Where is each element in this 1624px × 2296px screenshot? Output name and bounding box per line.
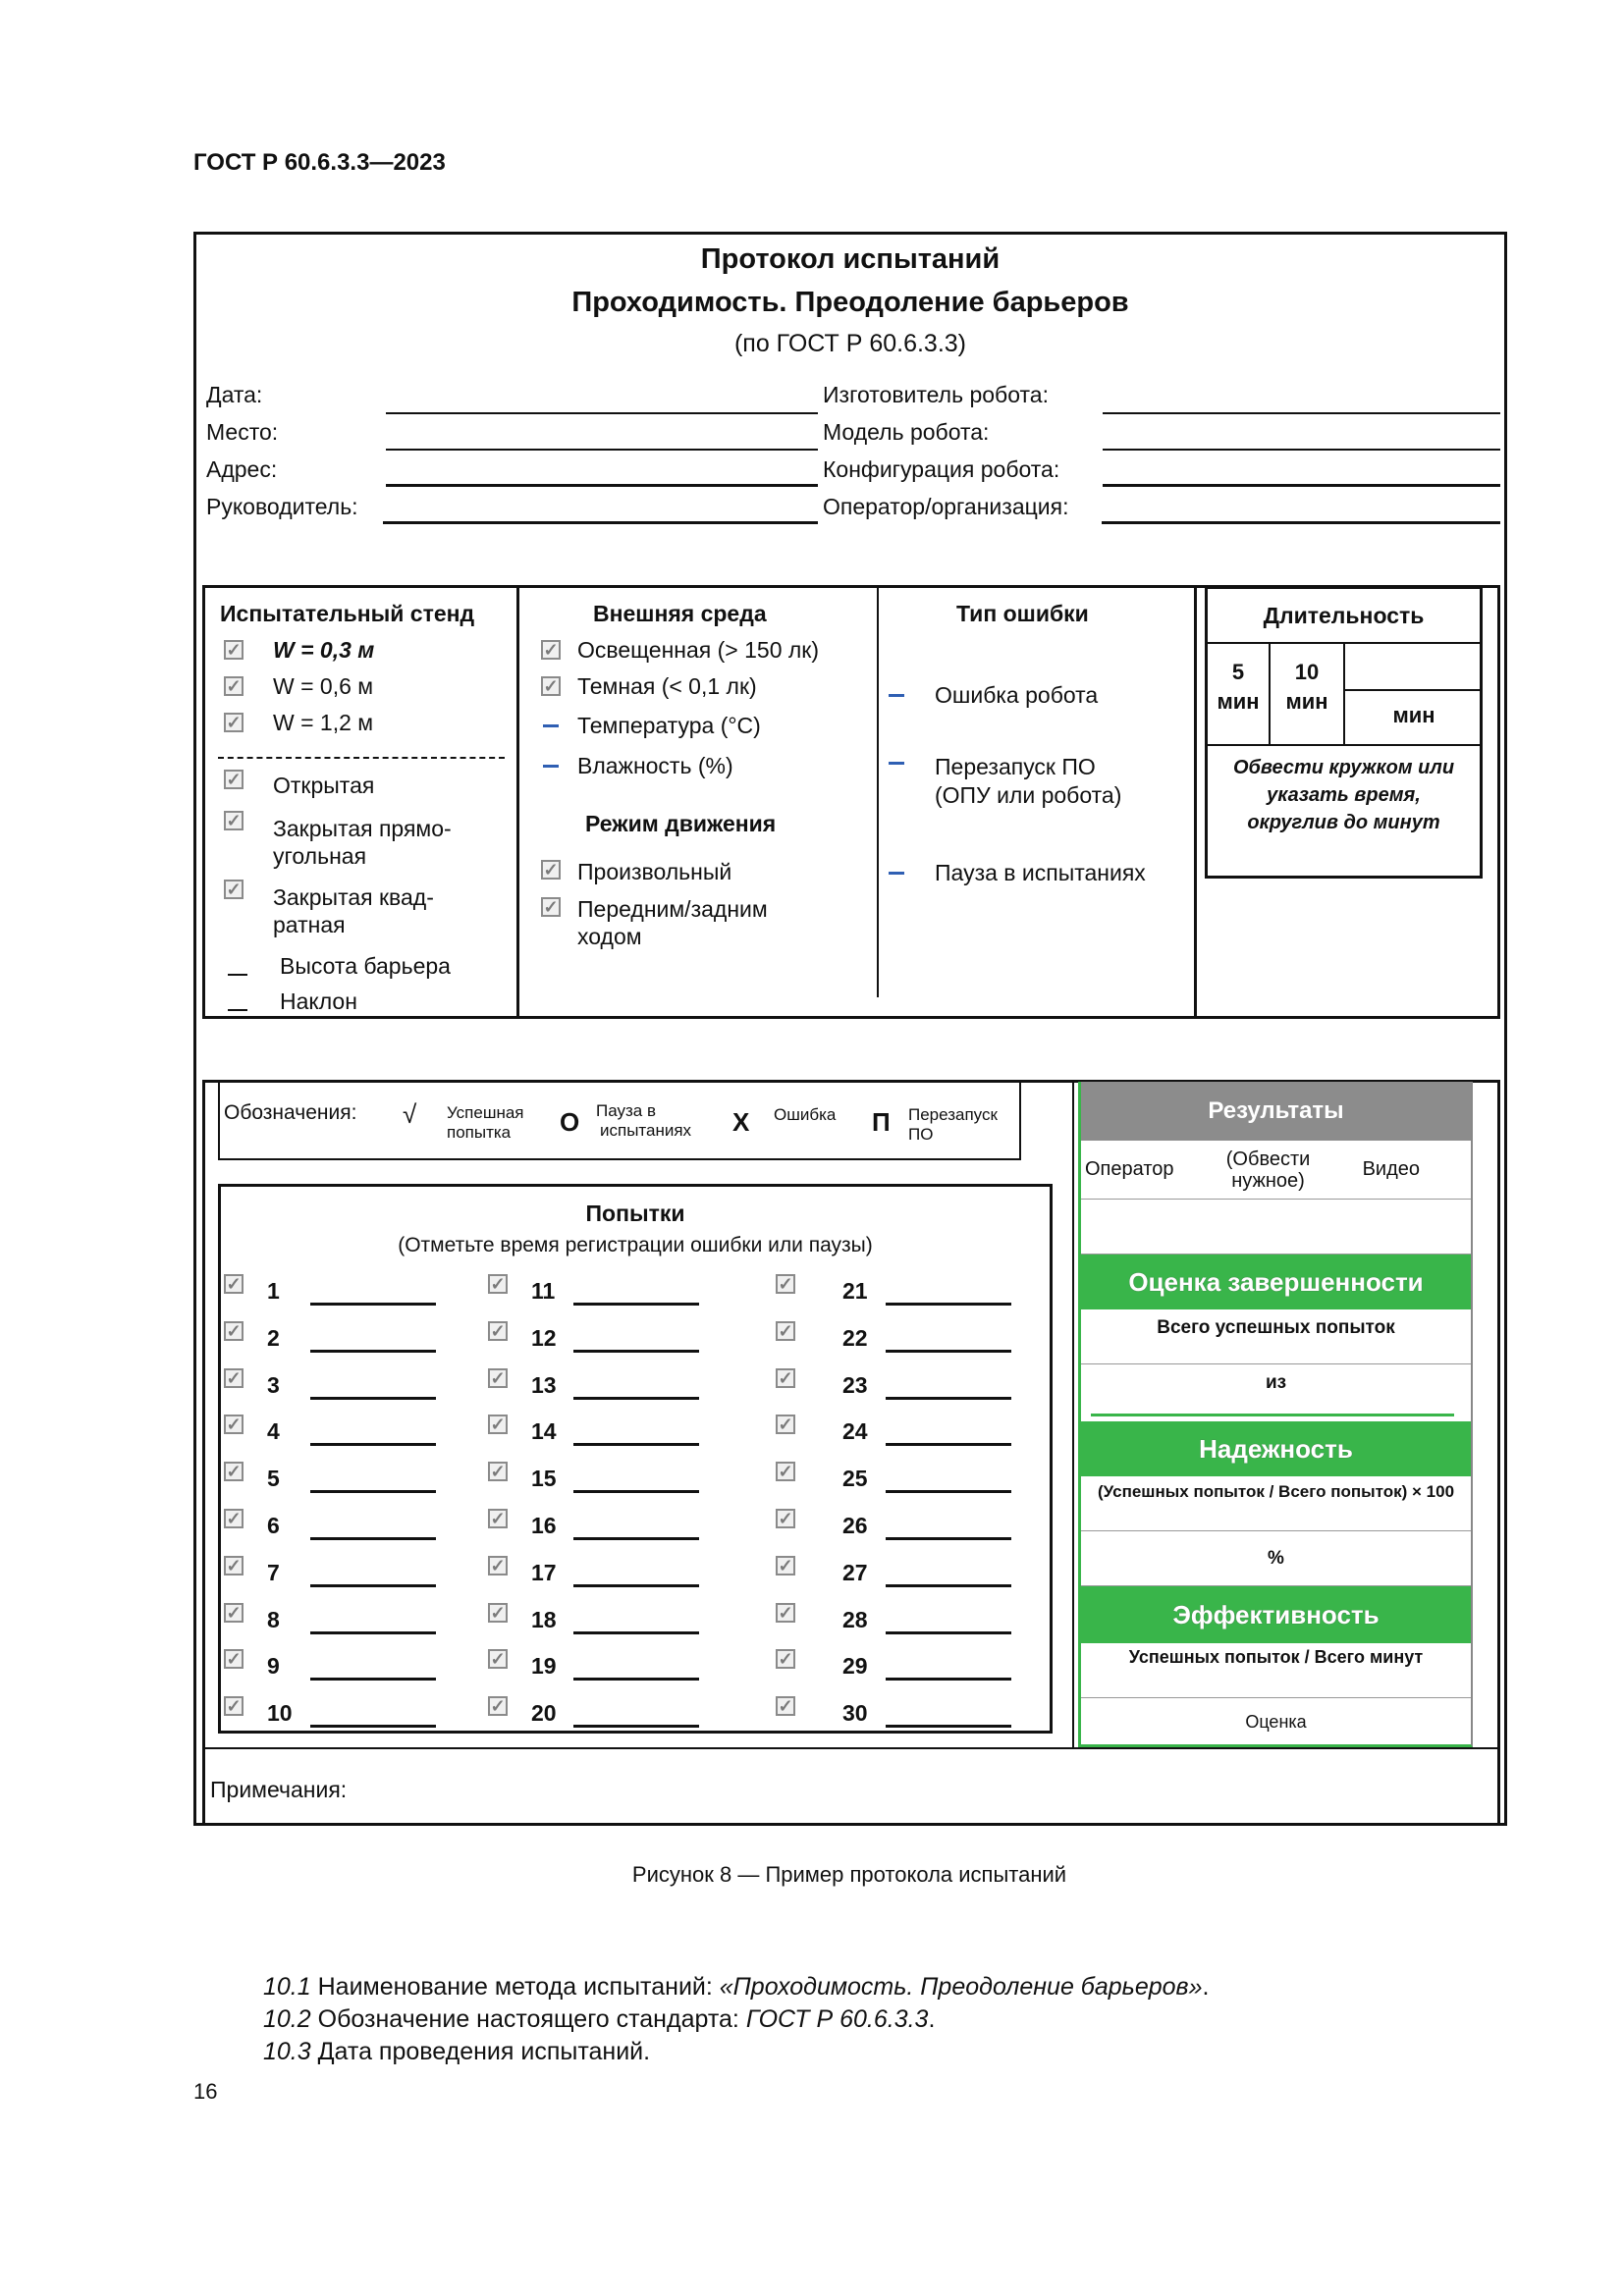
place-label: Место: bbox=[206, 419, 279, 445]
reliability-heading: Надежность bbox=[1081, 1421, 1471, 1476]
motion-free-label: Произвольный bbox=[577, 859, 732, 884]
legend-restart: Перезапуск ПО bbox=[908, 1105, 998, 1144]
barrier-height-label: Высота барьера bbox=[280, 953, 451, 979]
motion-forward-back-label: Передним/задним bbox=[577, 896, 768, 922]
checkbox-checked-icon[interactable]: ✓ bbox=[488, 1509, 508, 1528]
dash-marker-icon bbox=[228, 1009, 247, 1011]
result-source-input[interactable] bbox=[1081, 1200, 1471, 1255]
date-field[interactable] bbox=[386, 412, 818, 414]
robot-config-label: Конфигурация робота: bbox=[823, 456, 1060, 482]
legend-pause: Пауза в испытаниях bbox=[596, 1101, 692, 1140]
attempt-number: 8 bbox=[267, 1607, 280, 1632]
attempt-number: 9 bbox=[267, 1653, 280, 1679]
checkbox-checked-icon[interactable]: ✓ bbox=[488, 1462, 508, 1481]
dash-marker-icon bbox=[889, 762, 904, 765]
attempt-time-field[interactable] bbox=[886, 1584, 1011, 1587]
duration-10-min[interactable]: 10 мин bbox=[1285, 660, 1328, 714]
checkbox-checked-icon[interactable]: ✓ bbox=[541, 676, 561, 696]
attempt-number: 2 bbox=[267, 1325, 280, 1351]
attempt-time-field[interactable] bbox=[886, 1537, 1011, 1540]
motion-forward-back-label-2: ходом bbox=[577, 924, 642, 949]
checkbox-checked-icon[interactable]: ✓ bbox=[776, 1649, 795, 1669]
attempt-time-field[interactable] bbox=[310, 1350, 436, 1353]
attempts-box bbox=[218, 1184, 1053, 1734]
checkbox-checked-icon[interactable]: ✓ bbox=[224, 1509, 244, 1528]
checkbox-checked-icon[interactable]: ✓ bbox=[224, 713, 244, 732]
motion-mode-heading: Режим движения bbox=[585, 811, 777, 836]
attempt-number: 4 bbox=[267, 1418, 280, 1444]
checkbox-checked-icon[interactable]: ✓ bbox=[776, 1415, 795, 1434]
checkbox-checked-icon[interactable]: ✓ bbox=[224, 811, 244, 830]
supervisor-field[interactable] bbox=[383, 521, 818, 524]
duration-note: Обвести кружком или указать время, округлив до минут bbox=[1232, 757, 1455, 833]
attempt-number: 25 bbox=[842, 1466, 868, 1491]
protocol-subtitle: Проходимость. Преодоление барьеров bbox=[571, 287, 1129, 318]
checkbox-checked-icon[interactable]: ✓ bbox=[224, 1415, 244, 1434]
attempt-time-field[interactable] bbox=[573, 1490, 699, 1493]
attempt-number: 1 bbox=[267, 1278, 280, 1304]
checkbox-checked-icon[interactable]: ✓ bbox=[224, 1368, 244, 1388]
checkbox-checked-icon[interactable]: ✓ bbox=[488, 1649, 508, 1669]
attempt-number: 26 bbox=[842, 1513, 868, 1538]
attempt-time-field[interactable] bbox=[886, 1397, 1011, 1400]
video-option[interactable]: Видео bbox=[1362, 1158, 1420, 1180]
robot-model-field[interactable] bbox=[1103, 449, 1500, 451]
checkbox-checked-icon[interactable]: ✓ bbox=[488, 1274, 508, 1294]
attempt-time-field[interactable] bbox=[573, 1631, 699, 1634]
checkbox-checked-icon[interactable]: ✓ bbox=[224, 1696, 244, 1716]
operator-org-label: Оператор/организация: bbox=[823, 494, 1069, 519]
checkbox-checked-icon[interactable]: ✓ bbox=[224, 1649, 244, 1669]
checkbox-checked-icon[interactable]: ✓ bbox=[224, 676, 244, 696]
column-divider bbox=[1072, 1080, 1074, 1747]
checkbox-checked-icon[interactable]: ✓ bbox=[776, 1603, 795, 1623]
dash-marker-icon bbox=[543, 765, 559, 768]
manufacturer-field[interactable] bbox=[1103, 412, 1500, 414]
checkbox-checked-icon[interactable]: ✓ bbox=[224, 1274, 244, 1294]
checkbox-checked-icon[interactable]: ✓ bbox=[541, 640, 561, 660]
env-temperature-label: Температура (°С) bbox=[577, 713, 761, 738]
type-closed-rect-label-2: угольная bbox=[273, 843, 367, 869]
attempt-number: 12 bbox=[531, 1325, 557, 1351]
date-label: Дата: bbox=[206, 382, 263, 407]
protocol-title: Протокол испытаний bbox=[700, 243, 1001, 275]
attempt-time-field[interactable] bbox=[573, 1350, 699, 1353]
test-stand-heading: Испытательный стенд bbox=[220, 601, 475, 626]
efficiency-formula: Успешных попыток / Всего минут bbox=[1081, 1643, 1471, 1698]
attempt-time-field[interactable] bbox=[886, 1303, 1011, 1306]
attempt-number: 14 bbox=[531, 1418, 557, 1444]
attempt-number: 13 bbox=[531, 1372, 557, 1398]
dash-marker-icon bbox=[228, 974, 247, 976]
section-separator bbox=[218, 757, 505, 759]
attempt-time-field[interactable] bbox=[886, 1350, 1011, 1353]
attempt-number: 15 bbox=[531, 1466, 557, 1491]
attempt-time-field[interactable] bbox=[573, 1678, 699, 1681]
checkbox-checked-icon[interactable]: ✓ bbox=[224, 1462, 244, 1481]
environment-heading: Внешняя среда bbox=[593, 601, 767, 626]
operator-option[interactable]: Оператор bbox=[1085, 1158, 1174, 1180]
of-label: из bbox=[1265, 1372, 1287, 1393]
type-open-label: Открытая bbox=[273, 773, 375, 798]
attempt-time-field[interactable] bbox=[573, 1443, 699, 1446]
checkbox-checked-icon[interactable]: ✓ bbox=[224, 1556, 244, 1575]
manufacturer-label: Изготовитель робота: bbox=[823, 382, 1049, 407]
checkbox-checked-icon[interactable]: ✓ bbox=[224, 1321, 244, 1341]
software-restart-label-2: (ОПУ или робота) bbox=[935, 782, 1122, 808]
attempt-number: 27 bbox=[842, 1560, 868, 1585]
score-field[interactable]: Оценка bbox=[1245, 1711, 1307, 1732]
paragraph-10-2: 10.2 Обозначение настоящего стандарта: ГОСТ Р 60.6.3.3. bbox=[263, 2005, 936, 2033]
attempt-time-field[interactable] bbox=[310, 1725, 436, 1728]
dash-marker-icon bbox=[543, 724, 559, 727]
attempt-time-field[interactable] bbox=[886, 1678, 1011, 1681]
attempts-subtitle: (Отметьте время регистрации ошибки или паузы) bbox=[398, 1234, 873, 1256]
percent-field[interactable]: % bbox=[1081, 1531, 1471, 1586]
robot-config-field[interactable] bbox=[1103, 484, 1500, 487]
attempt-number: 24 bbox=[842, 1418, 868, 1444]
circle-o-icon: O bbox=[560, 1107, 580, 1137]
attempt-number: 3 bbox=[267, 1372, 280, 1398]
attempt-time-field[interactable] bbox=[573, 1303, 699, 1306]
efficiency-heading: Эффективность bbox=[1081, 1586, 1471, 1643]
checkbox-checked-icon[interactable]: ✓ bbox=[488, 1321, 508, 1341]
attempt-number: 10 bbox=[267, 1700, 293, 1726]
attempt-number: 19 bbox=[531, 1653, 557, 1679]
address-field[interactable] bbox=[386, 484, 818, 487]
env-lit-label: Освещенная (> 150 лк) bbox=[577, 637, 820, 663]
result-source-row bbox=[1081, 1141, 1471, 1200]
checkbox-checked-icon[interactable]: ✓ bbox=[776, 1462, 795, 1481]
robot-model-label: Модель робота: bbox=[823, 419, 990, 445]
width-1-2-label: W = 1,2 м bbox=[273, 710, 374, 735]
choose-hint: (Обвести нужное) bbox=[1225, 1148, 1311, 1192]
legend-error: Ошибка bbox=[774, 1105, 837, 1124]
attempt-time-field[interactable] bbox=[310, 1537, 436, 1540]
notes-label: Примечания: bbox=[210, 1777, 348, 1802]
attempt-number: 16 bbox=[531, 1513, 557, 1538]
results-heading: Результаты bbox=[1081, 1082, 1471, 1141]
attempt-time-field[interactable] bbox=[886, 1725, 1011, 1728]
check-mark-icon: √ bbox=[403, 1099, 417, 1129]
checkbox-checked-icon[interactable]: ✓ bbox=[776, 1556, 795, 1575]
paragraph-10-1: 10.1 Наименование метода испытаний: «Проходимость. Преодоление барьеров». bbox=[263, 1973, 1210, 2001]
error-type-heading: Тип ошибки bbox=[956, 601, 1089, 626]
attempt-time-field[interactable] bbox=[886, 1490, 1011, 1493]
attempt-time-field[interactable] bbox=[573, 1397, 699, 1400]
address-label: Адрес: bbox=[206, 456, 278, 482]
place-field[interactable] bbox=[386, 449, 818, 451]
checkbox-checked-icon[interactable]: ✓ bbox=[488, 1368, 508, 1388]
attempt-time-field[interactable] bbox=[310, 1443, 436, 1446]
attempt-time-field[interactable] bbox=[573, 1725, 699, 1728]
attempt-number: 28 bbox=[842, 1607, 868, 1632]
attempt-time-field[interactable] bbox=[310, 1303, 436, 1306]
env-humidity-label: Влажность (%) bbox=[577, 753, 733, 778]
duration-box bbox=[1205, 586, 1483, 879]
type-closed-square-label-2: ратная bbox=[273, 912, 346, 937]
restart-p-icon: П bbox=[872, 1107, 891, 1137]
env-dark-label: Темная (< 0,1 лк) bbox=[577, 673, 757, 699]
attempt-time-field[interactable] bbox=[573, 1584, 699, 1587]
checkbox-checked-icon[interactable]: ✓ bbox=[541, 860, 561, 880]
attempt-time-field[interactable] bbox=[310, 1678, 436, 1681]
duration-5-min[interactable]: 5 мин bbox=[1217, 660, 1260, 714]
checkbox-checked-icon[interactable]: ✓ bbox=[776, 1321, 795, 1341]
checkbox-checked-icon[interactable]: ✓ bbox=[488, 1415, 508, 1434]
checkbox-checked-icon[interactable]: ✓ bbox=[488, 1696, 508, 1716]
checkbox-checked-icon[interactable]: ✓ bbox=[224, 1603, 244, 1623]
attempt-number: 17 bbox=[531, 1560, 557, 1585]
results-panel bbox=[1078, 1082, 1473, 1747]
dash-marker-icon bbox=[889, 872, 904, 875]
paragraph-10-3: 10.3 Дата проведения испытаний. bbox=[263, 2038, 651, 2065]
attempt-time-field[interactable] bbox=[310, 1490, 436, 1493]
duration-custom-unit: мин bbox=[1392, 703, 1435, 727]
software-restart-label: Перезапуск ПО bbox=[935, 754, 1096, 779]
incline-label: Наклон bbox=[280, 988, 357, 1014]
duration-custom-input[interactable] bbox=[1345, 646, 1483, 689]
attempt-time-field[interactable] bbox=[886, 1631, 1011, 1634]
attempt-number: 29 bbox=[842, 1653, 868, 1679]
checkbox-checked-icon[interactable]: ✓ bbox=[541, 897, 561, 917]
robot-error-label: Ошибка робота bbox=[935, 682, 1099, 708]
attempt-time-field[interactable] bbox=[573, 1537, 699, 1540]
page-number: 16 bbox=[193, 2079, 218, 2104]
type-closed-rect-label: Закрытая прямо- bbox=[273, 816, 452, 841]
attempt-number: 5 bbox=[267, 1466, 280, 1491]
attempt-time-field[interactable] bbox=[310, 1397, 436, 1400]
dash-marker-icon bbox=[889, 694, 904, 697]
attempt-number: 20 bbox=[531, 1700, 557, 1726]
test-pause-label: Пауза в испытаниях bbox=[935, 860, 1146, 885]
checkbox-checked-icon[interactable]: ✓ bbox=[776, 1509, 795, 1528]
figure-caption: Рисунок 8 — Пример протокола испытаний bbox=[631, 1862, 1067, 1887]
supervisor-label: Руководитель: bbox=[206, 494, 358, 519]
column-divider bbox=[1194, 587, 1197, 1017]
attempt-number: 21 bbox=[842, 1278, 868, 1304]
width-0-6-label: W = 0,6 м bbox=[273, 673, 374, 699]
completeness-heading: Оценка завершенности bbox=[1081, 1255, 1471, 1309]
duration-heading: Длительность bbox=[1208, 589, 1480, 644]
legend-success: Успешная попытка bbox=[447, 1103, 524, 1142]
attempt-number: 22 bbox=[842, 1325, 868, 1351]
total-success-label: Всего успешных попыток bbox=[1081, 1309, 1471, 1364]
attempt-number: 6 bbox=[267, 1513, 280, 1538]
attempt-number: 7 bbox=[267, 1560, 280, 1585]
cross-x-icon: X bbox=[732, 1107, 750, 1137]
column-divider bbox=[516, 587, 519, 1017]
attempt-time-field[interactable] bbox=[310, 1584, 436, 1587]
operator-org-field[interactable] bbox=[1102, 521, 1500, 524]
checkbox-checked-icon[interactable]: ✓ bbox=[776, 1368, 795, 1388]
attempt-number: 30 bbox=[842, 1700, 868, 1726]
checkbox-checked-icon[interactable]: ✓ bbox=[224, 640, 244, 660]
attempt-time-field[interactable] bbox=[886, 1443, 1011, 1446]
attempts-title: Попытки bbox=[585, 1201, 685, 1226]
checkbox-checked-icon[interactable]: ✓ bbox=[776, 1274, 795, 1294]
completeness-field[interactable] bbox=[1091, 1414, 1454, 1416]
checkbox-checked-icon[interactable]: ✓ bbox=[776, 1696, 795, 1716]
attempt-time-field[interactable] bbox=[310, 1631, 436, 1634]
document-header: ГОСТ Р 60.6.3.3—2023 bbox=[193, 149, 446, 176]
checkbox-checked-icon[interactable]: ✓ bbox=[488, 1556, 508, 1575]
type-closed-square-label: Закрытая квад- bbox=[273, 884, 434, 910]
checkbox-checked-icon[interactable]: ✓ bbox=[224, 770, 244, 789]
attempt-number: 18 bbox=[531, 1607, 557, 1632]
column-divider bbox=[877, 587, 879, 997]
width-0-3-label: W = 0,3 м bbox=[273, 637, 375, 663]
notes-row[interactable] bbox=[202, 1747, 1500, 1826]
legend-label: Обозначения: bbox=[224, 1101, 357, 1124]
attempt-number: 23 bbox=[842, 1372, 868, 1398]
protocol-standard-ref: (по ГОСТ Р 60.6.3.3) bbox=[733, 330, 967, 357]
checkbox-checked-icon[interactable]: ✓ bbox=[488, 1603, 508, 1623]
attempt-number: 11 bbox=[531, 1278, 556, 1304]
checkbox-checked-icon[interactable]: ✓ bbox=[224, 880, 244, 899]
reliability-formula: (Успешных попыток / Всего попыток) × 100 bbox=[1081, 1476, 1471, 1531]
